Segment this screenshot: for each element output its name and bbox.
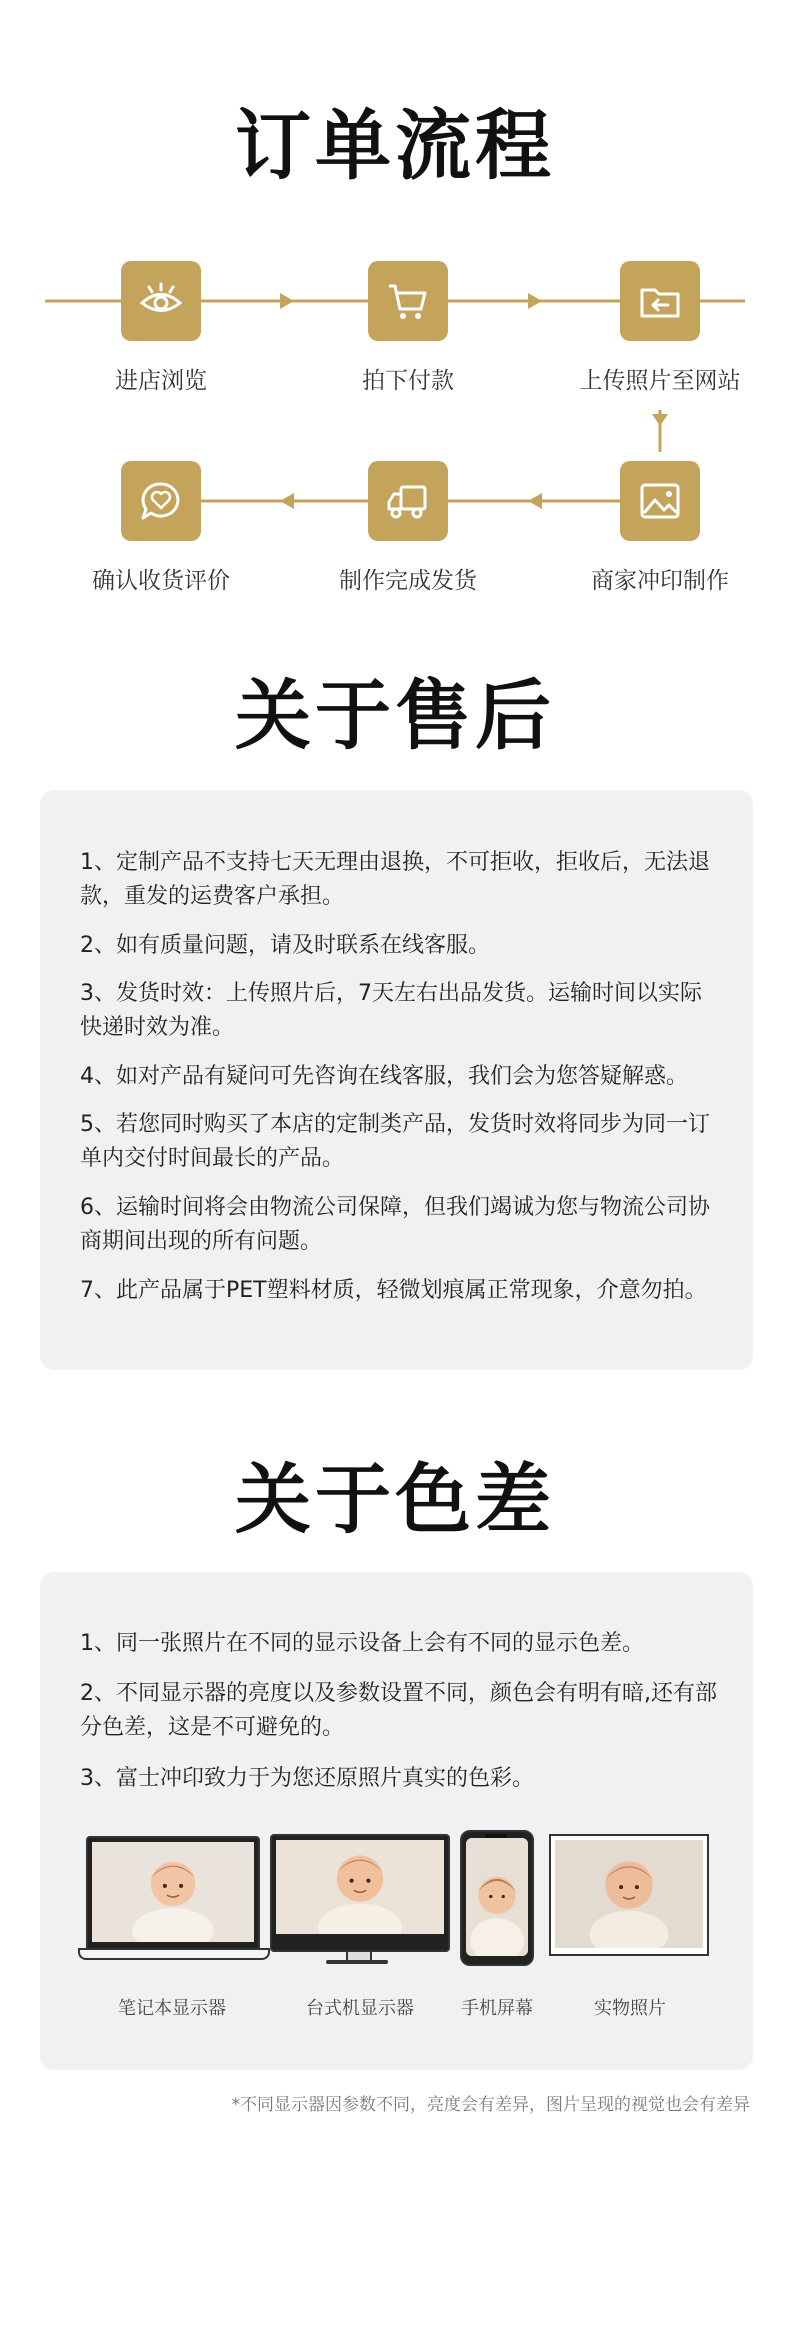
desktop-monitor-device	[270, 1834, 450, 1968]
device-label: 手机屏幕	[461, 1998, 533, 2019]
color-diff-item: 3、富士冲印致力于为您还原照片真实的色彩。	[80, 1766, 534, 1791]
device-label: 实物照片	[594, 1998, 666, 2019]
step-upload-node	[620, 261, 700, 341]
heart-chat-icon	[136, 476, 186, 526]
step-label: 制作完成发货	[339, 568, 477, 594]
delivery-truck-icon	[383, 476, 433, 526]
after-sales-item: 3、发货时效：上传照片后，7天左右出品发货。运输时间以实际快递时效为准。	[80, 981, 702, 1040]
order-flow-title: 订单流程	[235, 101, 555, 190]
phone-device	[460, 1830, 534, 1966]
after-sales-item: 2、如有质量问题，请及时联系在线客服。	[80, 933, 490, 958]
after-sales-title: 关于售后	[235, 671, 555, 760]
color-diff-item: 2、不同显示器的亮度以及参数设置不同，颜色会有明有暗,还有部分色差，这是不可避免的。	[80, 1681, 717, 1740]
step-review-node	[121, 461, 201, 541]
step-browse-node	[121, 261, 201, 341]
baby-photo	[466, 1838, 528, 1956]
arrow-right-icon	[528, 293, 542, 309]
baby-photo	[276, 1840, 444, 1934]
after-sales-item: 7、此产品属于PET塑料材质，轻微划痕属正常现象，介意勿拍。	[80, 1278, 707, 1303]
after-sales-item: 5、若您同时购买了本店的定制类产品，发货时效将同步为同一订单内交付时间最长的产品。	[80, 1112, 710, 1171]
upload-folder-icon	[635, 276, 685, 326]
step-ship-node	[368, 461, 448, 541]
device-label: 台式机显示器	[306, 1998, 414, 2019]
arrow-down-icon	[652, 414, 668, 426]
color-diff-item: 1、同一张照片在不同的显示设备上会有不同的显示色差。	[80, 1631, 644, 1656]
laptop-device	[78, 1836, 266, 1961]
step-pay-node	[368, 261, 448, 341]
color-diff-title: 关于色差	[235, 1455, 555, 1544]
step-label: 商家冲印制作	[591, 568, 729, 594]
baby-photo	[92, 1842, 254, 1942]
step-print-node	[620, 461, 700, 541]
after-sales-item: 1、定制产品不支持七天无理由退换，不可拒收，拒收后，无法退款，重发的运费客户承担。	[80, 850, 710, 909]
step-label: 上传照片至网站	[579, 368, 741, 394]
arrow-right-icon	[280, 293, 294, 309]
image-icon	[635, 476, 685, 526]
eye-icon	[136, 276, 186, 326]
arrow-left-icon	[528, 493, 542, 509]
footnote: *不同显示器因参数不同，亮度会有差异，图片呈现的视觉也会有差异	[231, 2095, 750, 2115]
baby-photo	[555, 1840, 703, 1948]
order-flow-diagram	[0, 0, 790, 620]
after-sales-item: 4、如对产品有疑问可先咨询在线客服，我们会为您答疑解惑。	[80, 1064, 688, 1089]
physical-photo-device	[549, 1834, 709, 1956]
arrow-left-icon	[280, 493, 294, 509]
step-label: 拍下付款	[362, 368, 454, 394]
shopping-cart-icon	[383, 276, 433, 326]
after-sales-item: 6、运输时间将会由物流公司保障，但我们竭诚为您与物流公司协商期间出现的所有问题。	[80, 1195, 710, 1254]
device-label: 笔记本显示器	[118, 1998, 226, 2019]
step-label: 进店浏览	[115, 368, 207, 394]
step-label: 确认收货评价	[92, 568, 230, 594]
